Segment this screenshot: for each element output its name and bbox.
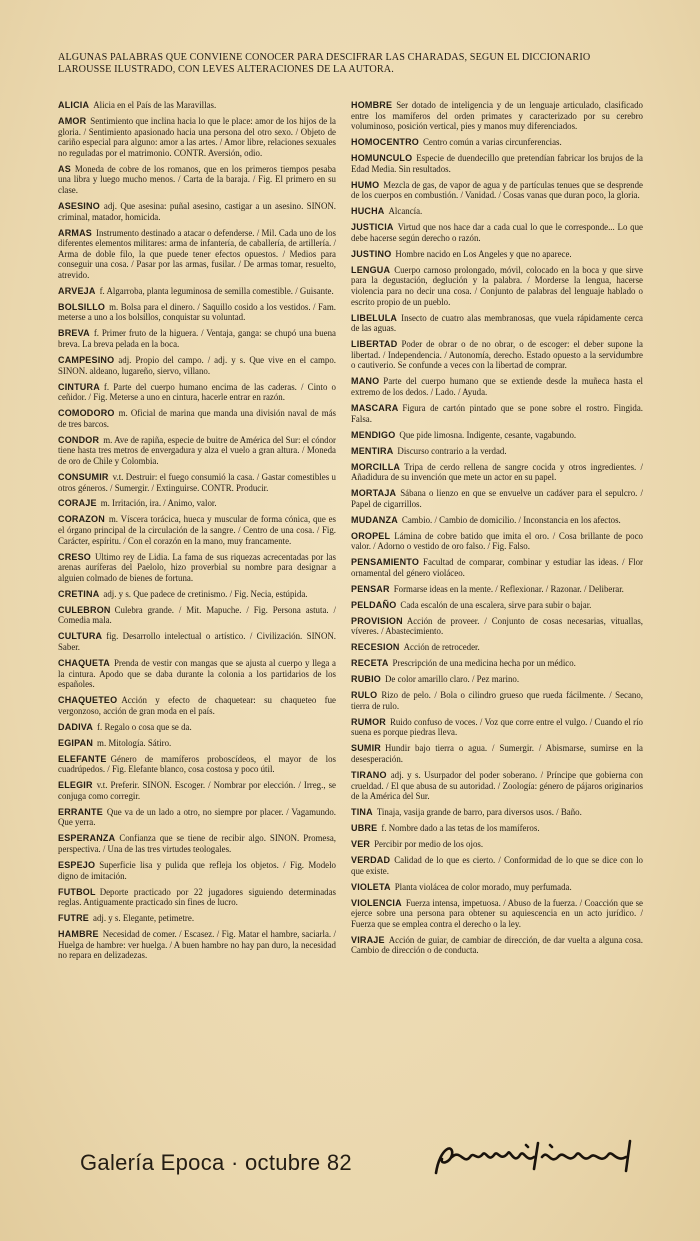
dictionary-entry (351, 935, 643, 956)
dictionary-entry (351, 898, 643, 930)
entry-term: UBRE (351, 823, 378, 834)
dictionary-entry (351, 600, 643, 611)
dictionary-entry (58, 929, 336, 961)
entry-term: LIBERTAD (351, 339, 398, 350)
entry-definition: Planta violácea de color morado, muy perfumada. (394, 881, 572, 892)
dictionary-entry (58, 201, 336, 222)
dictionary-entry (58, 100, 336, 111)
entry-definition: m. Bolsa para el dinero. / Saquillo cosido a los vestidos. / Fam. meterse a uno a los bolsillos, conquistar su voluntad. (58, 301, 336, 323)
right-column (351, 100, 643, 961)
entry-definition: Tinaja, vasija grande de barro, para diversos usos. / Baño. (376, 807, 582, 818)
entry-term: JUSTICIA (351, 222, 394, 233)
entry-definition: Hundir bajo tierra o agua. / Sumergir. / Abismarse, sumirse en la desesperación. (351, 743, 643, 765)
entry-term: ERRANTE (58, 806, 103, 817)
entry-term: AMOR (58, 115, 87, 126)
entry-definition: Formarse ideas en la mente. / Reflexionar. / Razonar. / Deliberar. (393, 583, 624, 594)
dictionary-entry (351, 807, 643, 818)
entry-term: CULEBRON (58, 604, 111, 615)
dictionary-entry (351, 658, 643, 669)
entry-term: COMODORO (58, 408, 115, 419)
entry-definition: m. Víscera torácica, hueca y muscular de forma cónica, que es el órgano principal de la circulación de la sangre. / Centro de una cosa. / Fig. Carácter, espíritu. / Con el corazón en la mano, muy francamente. (58, 514, 336, 546)
entry-definition: m. Mitología. Sátiro. (97, 737, 172, 748)
entry-term: OROPEL (351, 530, 391, 541)
entry-term: PENSAMIENTO (351, 557, 420, 568)
dictionary-entry (351, 403, 643, 424)
entry-definition: Facultad de comparar, combinar y estudiar las ideas. / Flor ornamental del género violáceo. (351, 557, 643, 578)
entry-definition: Fuerza intensa, impetuosa. / Abuso de la fuerza. / Coacción que se ejerce sobre una persona para obtener su aquiescencia en un acto jurídico. / Fuerza que se emplea contra el derecho o la ley. (351, 897, 643, 929)
dictionary-entry (58, 355, 336, 376)
dictionary-entry (58, 860, 336, 881)
entry-definition: f. Parte del cuerpo humano encima de las caderas. / Cinto o ceñidor. / Fig. Meterse a uno en cintura, hacerle entrar en razón. (58, 381, 336, 403)
signature-image (430, 1135, 650, 1183)
entry-term: PENSAR (351, 583, 390, 594)
entry-definition: adj. y s. Elegante, petimetre. (93, 913, 195, 924)
dictionary-entry (58, 382, 336, 403)
dictionary-entry (351, 488, 643, 509)
entry-definition: Especie de duendecillo que pretendían fabricar los brujos de la Edad Media. Sin resultados. (351, 153, 643, 174)
entry-term: CULTURA (58, 631, 103, 642)
entry-term: ESPEJO (58, 859, 96, 870)
entry-definition: Alcancía. (388, 206, 423, 217)
dictionary-entry (58, 738, 336, 749)
entry-definition: Percibir por medio de los ojos. (374, 839, 484, 850)
entry-term: ARMAS (58, 227, 92, 238)
entry-definition: Superficie lisa y pulida que refleja los objetos. / Fig. Modelo digno de imitación. (58, 859, 336, 881)
dictionary-entry (351, 446, 643, 457)
entry-term: HUCHA (351, 206, 385, 217)
entry-term: MENTIRA (351, 445, 394, 456)
entry-definition: Cambio. / Cambio de domicilio. / Inconstancia en los afectos. (401, 514, 621, 525)
entry-term: TIRANO (351, 770, 387, 781)
entry-definition: f. Algarroba, planta leguminosa de semilla comestible. / Guisante. (99, 285, 334, 296)
entry-definition: f. Nombre dado a las tetas de los mamíferos. (381, 823, 540, 834)
dictionary-entry (351, 339, 643, 371)
dictionary-entry (351, 839, 643, 850)
entry-term: MASCARA (351, 402, 399, 413)
dictionary-entry (351, 137, 643, 148)
dictionary-entry (351, 180, 643, 201)
entry-term: CORAZON (58, 514, 105, 525)
entry-term: MORTAJA (351, 488, 397, 499)
dictionary-entry (351, 265, 643, 307)
dictionary-entry (58, 164, 336, 196)
dictionary-entry (58, 552, 336, 584)
dictionary-entry (58, 887, 336, 908)
entry-definition: Acción de proveer. / Conjunto de cosas necesarias, vituallas, víveres. / Abastecimiento. (351, 615, 643, 637)
entry-term: FUTBOL (58, 886, 96, 897)
entry-term: MENDIGO (351, 429, 396, 440)
dictionary-entry (58, 833, 336, 854)
entry-definition: fig. Desarrollo intelectual o artístico. / Civilización. SINON. Saber. (58, 631, 336, 652)
entry-definition: Ultimo rey de Lidia. La fama de sus riquezas acrecentadas por las arenas auríferas del Paelolo, hizo proverbial su nombre para designar a alguien colmado de bienes de fortuna. (58, 551, 336, 583)
entry-term: ELEGIR (58, 780, 93, 791)
entry-definition: Culebra grande. / Mit. Mapuche. / Fig. Persona astuta. / Comedia mala. (58, 604, 336, 626)
entry-term: RECETA (351, 658, 389, 669)
entry-definition: Alicia en el País de las Maravillas. (93, 100, 217, 110)
entry-term: HOMOCENTRO (351, 137, 419, 148)
entry-term: VIOLETA (351, 881, 391, 892)
entry-term: CAMPESINO (58, 355, 115, 365)
entry-term: CHAQUETEO (58, 695, 118, 706)
entry-term: LENGUA (351, 264, 391, 275)
entry-term: CORAJE (58, 498, 97, 509)
dictionary-entry (58, 328, 336, 349)
entry-term: ELEFANTE (58, 753, 107, 764)
dictionary-entry (351, 674, 643, 685)
entry-term: MANO (351, 376, 380, 387)
dictionary-entry (58, 116, 336, 158)
entry-definition: Género de mamíferos proboscídeos, el mayor de los cuadrúpedos. / Fig. Elefante blanco, cosa costosa y poco útil. (58, 753, 336, 775)
entry-term: PROVISION (351, 615, 403, 626)
entry-definition: Parte del cuerpo humano que se extiende desde la muñeca hasta el extremo de los dedos. / Lado. / Ayuda. (351, 376, 643, 397)
left-column (58, 100, 336, 966)
entry-term: AS (58, 163, 71, 174)
dictionary-entry (58, 807, 336, 828)
entry-definition: adj. y s. Usurpador del poder soberano. / Príncipe que gobierna con crueldad. / El que abusa de su autoridad. / Zoología: género de pájaros originarios de la América del Sur. (351, 770, 643, 802)
entry-definition: Hombre nacido en Los Angeles y que no aparece. (395, 248, 572, 259)
entry-definition: Virtud que nos hace dar a cada cual lo que le corresponde... Lo que debe hacerse según derecho o razón. (351, 222, 643, 243)
entry-term: RULO (351, 690, 378, 701)
footer-gallery-date: Galería Epoca · octubre 82 (80, 1150, 352, 1175)
entry-definition: Tripa de cerdo rellena de sangre cocida y otros ingredientes. / Añadidura de su invención que mete un actor en su papel. (351, 461, 643, 483)
entry-definition: Deporte practicado por 22 jugadores siguiendo determinadas reglas. Antiguamente practicado sin fines de lucro. (58, 886, 336, 908)
entry-definition: Figura de cartón pintado que se pone sobre el rostro. Fingida. Falsa. (351, 402, 643, 424)
dictionary-entry (58, 286, 336, 297)
entry-term: FUTRE (58, 913, 89, 924)
dictionary-entry (58, 514, 336, 546)
dictionary-entry (58, 780, 336, 801)
entry-definition: Sábana o lienzo en que se envuelve un cadáver para el sepulcro. / Papel de cigarrillos. (351, 488, 643, 509)
dictionary-entry (351, 313, 643, 334)
entry-definition: Moneda de cobre de los romanos, que en los primeros tiempos pesaba una libra y luego mucho menos. / Carta de la baraja. / Fig. El primero en su clase. (58, 163, 336, 195)
entry-definition: Mezcla de gas, de vapor de agua y de partículas tenues que se desprende de los cuerpos en combustión. / Vanidad. / Cosas vanas que duran poco, la gloria. (351, 179, 643, 201)
entry-definition: v.t. Destruir: el fuego consumió la casa. / Gastar comestibles u otros géneros. / Sumergir. / Extinguirse. CONTR. Producir. (58, 471, 336, 493)
dictionary-entry (351, 206, 643, 217)
dictionary-entry (351, 743, 643, 764)
dictionary-entry (351, 376, 643, 397)
entry-term: ALICIA (58, 100, 90, 110)
entry-term: RECESION (351, 642, 400, 653)
entry-definition: adj. Propio del campo. / adj. y s. Que vive en el campo. SINON. aldeano, lugareño, siervo, villano. (58, 355, 336, 376)
entry-term: VIOLENCIA (351, 897, 402, 908)
entry-definition: Cada escalón de una escalera, sirve para subir o bajar. (400, 599, 592, 610)
dictionary-entry (351, 882, 643, 893)
entry-definition: Acción y efecto de chaquetear: su chaqueteo fue vergonzoso, acción de gran moda en el país. (58, 695, 336, 716)
entry-definition: Cuerpo carnoso prolongado, móvil, colocado en la boca y que sirve para la degustación, deglución y la palabra. / Morderse la lengua, hacerse violencia para no decir una cosa. / Conjunto de palabras del lenguaje hablado o escrito propio de un pueblo. (351, 264, 643, 307)
entry-term: SUMIR (351, 743, 381, 754)
entry-term: CONSUMIR (58, 471, 109, 482)
dictionary-entry (58, 605, 336, 626)
entry-definition: Necesidad de comer. / Escasez. / Fig. Matar el hambre, saciarla. / Huelga de hambre: ver huelga. / A buen hambre no hay pan duro, la necesidad no repara en delizadezas. (58, 929, 336, 961)
dictionary-entry (58, 631, 336, 652)
dictionary-entry (351, 584, 643, 595)
entry-term: CRETINA (58, 588, 100, 599)
dictionary-entry (351, 823, 643, 834)
dictionary-entry (351, 462, 643, 483)
dictionary-entry (351, 430, 643, 441)
entry-term: ARVEJA (58, 285, 96, 296)
entry-term: CRESO (58, 551, 92, 562)
dictionary-entry (351, 100, 643, 132)
entry-definition: Que pide limosna. Indigente, cesante, vagabundo. (399, 429, 577, 440)
dictionary-entry (351, 557, 643, 578)
entry-definition: Prescripción de una medicina hecha por un médico. (392, 658, 576, 669)
entry-definition: f. Regalo o cosa que se da. (97, 721, 192, 732)
entry-definition: Calidad de lo que es cierto. / Conformidad de lo que se dice con lo que existe. (351, 855, 643, 876)
dictionary-entry (58, 472, 336, 493)
entry-definition: Prenda de vestir con mangas que se ajusta al cuerpo y llega a la cintura. Apodo que se daba durante la colonia a los partidarios de los españoles. (58, 657, 336, 690)
dictionary-entry (58, 722, 336, 733)
entry-definition: Ruido confuso de voces. / Voz que corre entre el vulgo. / Cuando el río suena es porque piedras lleva. (351, 716, 643, 738)
dictionary-entry (351, 249, 643, 260)
entry-definition: Poder de obrar o de no obrar, o de escoger: el deber supone la libertad. / Independencia. / Autonomía, derecho. Estado opuesto a la servidumbre o cautiverio. Se confunde a veces con la libertad de comprar. (351, 339, 643, 371)
entry-term: VERDAD (351, 855, 391, 866)
entry-definition: v.t. Preferir. SINON. Escoger. / Nombrar por elección. / Irreg., se conjuga como corregir. (58, 780, 336, 801)
entry-definition: Acción de retroceder. (403, 642, 480, 653)
entry-term: HAMBRE (58, 929, 99, 940)
entry-term: RUBIO (351, 674, 381, 685)
dictionary-entry (351, 531, 643, 552)
dictionary-entry (58, 589, 336, 600)
entry-term: PELDAÑO (351, 599, 397, 610)
entry-definition: adj. y s. Que padece de cretinismo. / Fig. Necia, estúpida. (103, 588, 308, 599)
dictionary-entry (351, 642, 643, 653)
entry-term: MUDANZA (351, 514, 398, 525)
entry-term: CHAQUETA (58, 657, 110, 668)
entry-definition: m. Ave de rapiña, especie de buitre de América del Sur: el cóndor tiene hasta tres metros de envergadura y alza el vuelo a gran altura. / Moneda de oro de Chile y Colombia. (58, 434, 336, 466)
entry-term: CINTURA (58, 381, 100, 392)
entry-definition: De color amarillo claro. / Pez marino. (385, 674, 520, 685)
dictionary-entry (58, 302, 336, 323)
entry-term: LIBELULA (351, 312, 398, 323)
entry-term: HUMO (351, 179, 380, 190)
dictionary-entry (58, 435, 336, 467)
entry-term: VIRAJE (351, 934, 385, 945)
entry-definition: Acción de guiar, de cambiar de dirección, de dar vuelta a alguna cosa. Cambio de dirección o de conducta. (351, 934, 643, 956)
dictionary-entry (58, 658, 336, 690)
entry-term: ASESINO (58, 200, 100, 211)
dictionary-entry (58, 228, 336, 281)
dictionary-entry (351, 515, 643, 526)
entry-definition: Lámina de cobre batido que imita el oro. / Cosa brillante de poco valor. / Adorno o vestido de oro falso. / Fig. Falso. (351, 530, 643, 552)
dictionary-entry (351, 717, 643, 738)
dictionary-entry (58, 408, 336, 429)
dictionary-entry (58, 695, 336, 716)
entry-definition: adj. Que asesina: puñal asesino, castigar a un asesino. SINON. criminal, matador, homicida. (58, 200, 336, 222)
entry-definition: Confianza que se tiene de recibir algo. SINON. Promesa, perspectiva. / Una de las tres virtudes teologales. (58, 833, 336, 854)
entry-definition: f. Primer fruto de la higuera. / Ventaja, ganga: se chupó una buena breva. La breva pelada en la boca. (58, 328, 336, 350)
dictionary-entry (58, 913, 336, 924)
entry-definition: Discurso contrario a la verdad. (397, 445, 507, 456)
entry-term: BOLSILLO (58, 301, 106, 312)
entry-definition: Centro común a varias circunferencias. (423, 137, 562, 148)
entry-term: MORCILLA (351, 461, 401, 472)
entry-term: ESPERANZA (58, 833, 116, 844)
dictionary-entry (351, 153, 643, 174)
dictionary-entry (58, 498, 336, 509)
dictionary-entry (58, 754, 336, 775)
entry-term: VER (351, 839, 371, 850)
dictionary-entry (351, 222, 643, 243)
entry-term: BREVA (58, 328, 90, 339)
entry-term: HOMBRE (351, 100, 393, 110)
entry-term: JUSTINO (351, 248, 392, 259)
entry-term: CONDOR (58, 434, 100, 445)
entry-term: DADIVA (58, 721, 94, 732)
entry-definition: Que va de un lado a otro, no siempre por placer. / Vagamundo. Que yerra. (58, 806, 336, 828)
entry-term: RUMOR (351, 716, 386, 727)
entry-term: EGIPAN (58, 737, 94, 748)
entry-definition: Sentimiento que inclina hacia lo que le place: amor de los hijos de la gloria. / Sentimiento apasionado hacia una persona del otro sexo. / Objeto de cariño especial para alguno: amor a las artes. / Amor libre, relaciones sexuales no reguladas por el matrimonio. CONTR. Aversión, odio. (58, 115, 336, 158)
dictionary-entry (351, 616, 643, 637)
entry-definition: Instrumento destinado a atacar o defenderse. / Mil. Cada uno de los diferentes elementos militares: arma de infantería, de caballería, de artillería. / Arma de doble filo, la que puede tener efectos opuestos. / Medios para conseguir una cosa. / Pasar por las armas, fusilar. / De armas tomar, resuelto, atrevido. (58, 227, 336, 280)
entry-definition: m. Oficial de marina que manda una división naval de más de tres barcos. (58, 408, 336, 429)
dictionary-entry (351, 770, 643, 802)
dictionary-entry (351, 690, 643, 711)
entry-definition: Insecto de cuatro alas membranosas, que vuela rápidamente cerca de las aguas. (351, 312, 643, 334)
entry-definition: Rizo de pelo. / Bola o cilindro grueso que rueda fácilmente. / Secano, tierra de rulo. (351, 690, 643, 711)
entry-definition: m. Irritación, ira. / Animo, valor. (100, 498, 217, 509)
dictionary-entry (351, 855, 643, 876)
entry-term: TINA (351, 807, 373, 818)
page-header: ALGUNAS PALABRAS QUE CONVIENE CONOCER PARA DESCIFRAR LAS CHARADAS, SEGUN EL DICCIONARIO LAROUSSE ILUSTRADO, CON LEVES ALTERACIONES DE LA AUTORA. (58, 52, 591, 75)
entry-term: HOMUNCULO (351, 153, 413, 164)
entry-definition: Ser dotado de inteligencia y de un lenguaje articulado, clasificado entre los mamíferos del orden primates y caracterizado por su cerebro voluminoso, posición vertical, pies y manos muy diferenciados. (351, 100, 643, 132)
